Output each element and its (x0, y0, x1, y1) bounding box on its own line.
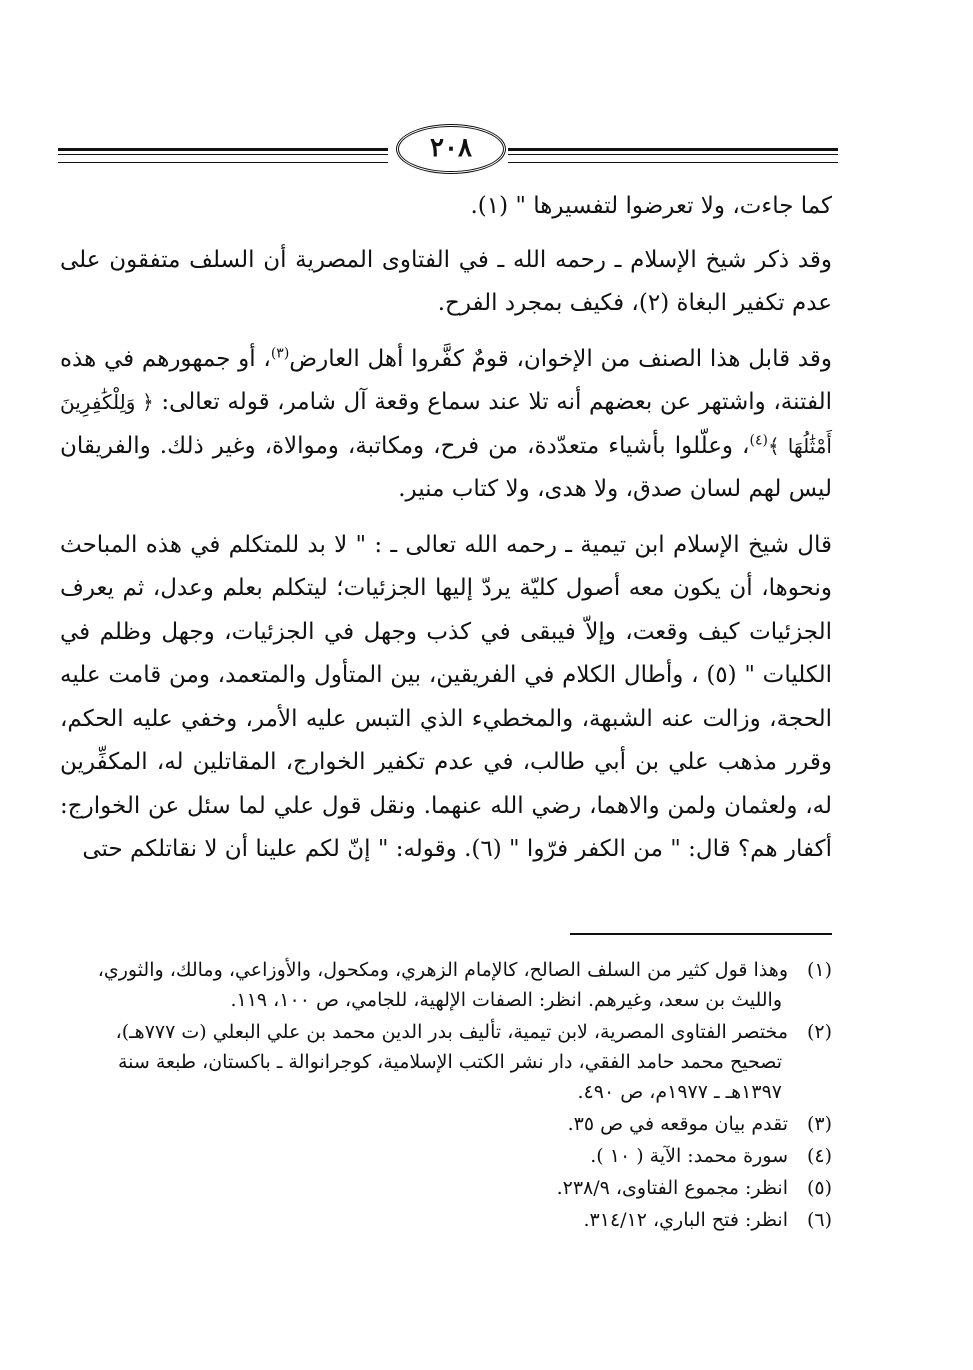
footnote-number: (٦) (806, 1209, 832, 1231)
header-rule-left (58, 148, 388, 163)
footnote-ref-4: (٤) (749, 431, 768, 448)
footnote-number: (٢) (806, 1021, 832, 1043)
footnote-text: انظر: فتح الباري، ٣١٤/١٢. (583, 1209, 788, 1231)
page-number: ٢٠٨ (396, 124, 506, 174)
page-header (58, 112, 838, 172)
footnote-text: وهذا قول كثير من السلف الصالح، كالإمام الزهري، ومكحول، والأوزاعي، ومالك، والثوري، والليث بن سعد، وغيرهم. انظر: الصفات الإلهية، للجامي، ص ١٠٠، ١١٩. (97, 959, 788, 1011)
header-rule-right (508, 148, 838, 163)
paragraph-3-part-a: وقد قابل هذا الصنف من الإخوان، قومٌ كفَّروا أهل العارض (289, 345, 832, 372)
footnote-number: (١) (806, 959, 832, 981)
footnote-text: تقدم بيان موقعه في ص ٣٥. (567, 1113, 788, 1135)
footnote-number: (٤) (806, 1145, 832, 1167)
footnote-separator (570, 933, 832, 935)
footnote-4 (60, 1141, 832, 1171)
footnote-3 (60, 1109, 832, 1139)
footnote-text: سورة محمد: الآية ( ١٠ ). (590, 1145, 788, 1167)
paragraph-3-part-c: ، وعلّلوا بأشياء متعدّدة، من فرح، ومكاتبة، وموالاة، وغير ذلك. والفريقان ليس لهم لسان صدق، ولا هدى، ولا كتاب منير. (60, 432, 832, 502)
footnote-number: (٣) (806, 1113, 832, 1135)
footnote-number: (٥) (806, 1177, 832, 1199)
paragraph-3-part-b: ، أو جمهورهم في هذه الفتنة، واشتهر عن بعضهم أنه تلا عند سماع وقعة آل شامر، قوله تعالى: (60, 345, 833, 415)
footnote-text: مختصر الفتاوى المصرية، لابن تيمية، تأليف بدر الدين محمد بن علي البعلي (ت ٧٧٧هـ)، تصحيح محمد حامد الفقي، دار نشر الكتب الإسلامية، كوجرانوالة ـ باكستان، طبعة سنة ١٣٩٧هـ ـ ١٩٧٧م، ص ٤٩٠. (115, 1021, 788, 1103)
paragraph-1: كما جاءت، ولا تعرضوا لتفسيرها " (١). (470, 193, 832, 219)
footnotes (60, 955, 832, 1237)
paragraph-4: قال شيخ الإسلام ابن تيمية ـ رحمه الله تعالى ـ : " لا بد للمتكلم في هذه المباحث ونحوها، أن يكون معه أصول كليّة يردّ إليها الجزئيات؛ ليتكلم بعلم وعدل، ثم يعرف الجزئيات كيف وقعت، وإلاّ فيبقى في كذب وجهل في الجزئيات، وجهل وظلم في الكليات " (٥) ، وأطال الكلام في الفريقين، بين المتأول والمتعمد، ومن قامت عليه الحجة، وزالت عنه الشبهة، والمخطيء الذي التبس عليه الأمر، وخفي عليه الحكم، وقرر مذهب علي بن أبي طالب، في عدم تكفير الخوارج، المقاتلين له، المكفِّرين له، ولعثمان ولمن والاهما، رضي الله عنهما. ونقل قول علي لما سئل عن الخوارج: أكفار هم؟ قال: " من الكفر فرّوا " (٦). وقوله: " إنّ لكم علينا أن لا نقاتلكم حتى (60, 531, 832, 862)
quran-verse: ﴿ وَلِلْكَٰفِرِينَ أَمْثَٰلُهَا ﴾ (60, 390, 832, 458)
footnote-5 (60, 1173, 832, 1203)
main-text (60, 185, 832, 884)
footnote-2 (60, 1017, 832, 1107)
paragraph-2: وقد ذكر شيخ الإسلام ـ رحمه الله ـ في الفتاوى المصرية أن السلف متفقون على عدم تكفير البغاة (٢)، فكيف بمجرد الفرح. (60, 246, 832, 316)
footnote-text: انظر: مجموع الفتاوى، ٢٣٨/٩. (556, 1177, 788, 1199)
paragraph-3 (60, 338, 832, 512)
footnote-ref-3: (٣) (270, 344, 290, 361)
footnote-6 (60, 1205, 832, 1235)
footnote-1 (60, 955, 832, 1015)
